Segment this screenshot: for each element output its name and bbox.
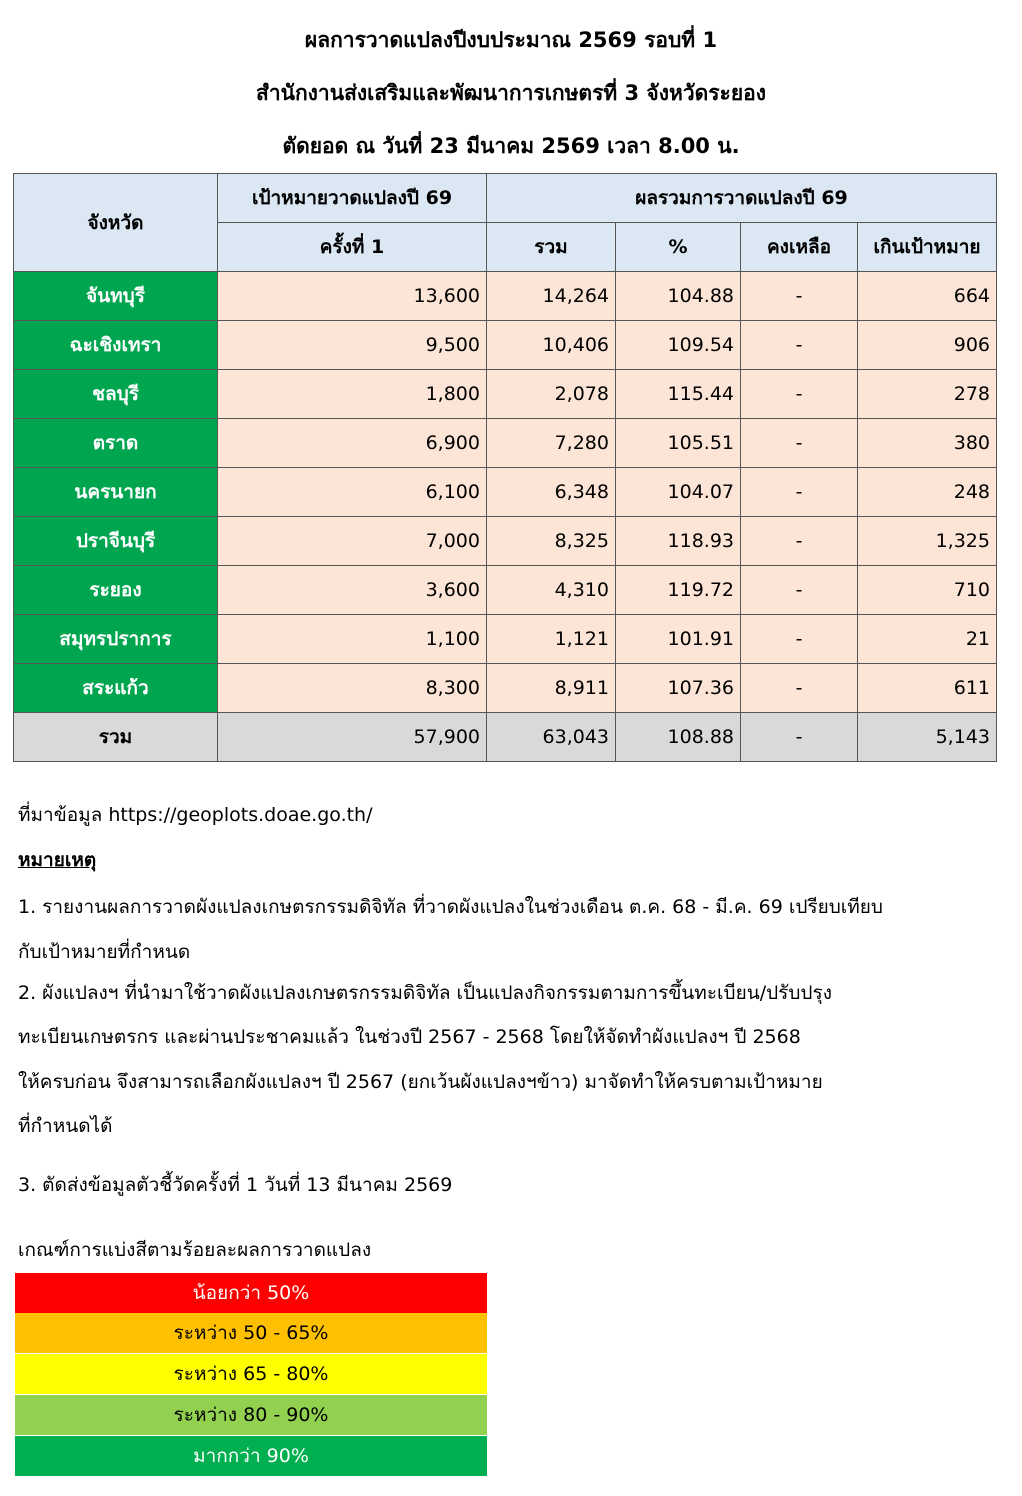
table-row [14,370,997,419]
percent-cell: 104.88 [616,272,741,321]
remaining-cell: - [741,517,858,566]
data-source: ที่มาข้อมูล https://geoplots.doae.go.th/ [18,804,373,826]
percent-cell: 109.54 [616,321,741,370]
header-result-group: ผลรวมการวาดแปลงปี 69 [487,174,997,223]
percent-cell: 119.72 [616,566,741,615]
note-2-line-2: ทะเบียนเกษตรกร และผ่านประชาคมแล้ว ในช่วงปี 2567 - 2568 โดยให้จัดทำผังแปลงฯ ปี 2568 [18,1026,801,1048]
over-cell: 380 [858,419,997,468]
remaining-cell: - [741,272,858,321]
target-cell: 1,800 [218,370,487,419]
report-title: ผลการวาดแปลงปีงบประมาณ 2569 รอบที่ 1 [304,28,718,52]
remaining-cell: - [741,370,858,419]
note-2-line-1: 2. ผังแปลงฯ ที่นำมาใช้วาดผังแปลงเกษตรกรรมดิจิทัล เป็นแปลงกิจกรรมตามการขึ้นทะเบียน/ปรับปรุง [18,982,832,1004]
total-cell: 7,280 [487,419,616,468]
office-subtitle: สำนักงานส่งเสริมและพัฒนาการเกษตรที่ 3 จังหวัดระยอง [256,81,766,105]
legend-band-80-90: ระหว่าง 80 - 90% [15,1395,487,1435]
remaining-cell: - [741,321,858,370]
table-row [14,468,997,517]
note-1-line-1: 1. รายงานผลการวาดผังแปลงเกษตรกรรมดิจิทัล ที่วาดผังแปลงในช่วงเดือน ต.ค. 68 - มี.ค. 69 เปรียบเทียบ [18,896,883,918]
total-cell: 10,406 [487,321,616,370]
results-table [13,173,997,762]
target-cell: 13,600 [218,272,487,321]
table-row [14,272,997,321]
legend-band-below-50: น้อยกว่า 50% [15,1273,487,1313]
table-row [14,517,997,566]
total-percent: 108.88 [616,713,741,762]
total-over: 5,143 [858,713,997,762]
province-cell: จันทบุรี [14,272,218,321]
total-cell: 6,348 [487,468,616,517]
percent-cell: 118.93 [616,517,741,566]
percent-cell: 104.07 [616,468,741,517]
legend-band-65-80: ระหว่าง 65 - 80% [15,1354,487,1394]
header-over-target: เกินเป้าหมาย [858,223,997,272]
remaining-cell: - [741,566,858,615]
note-2-line-3: ให้ครบก่อน จึงสามารถเลือกผังแปลงฯ ปี 2567 (ยกเว้นผังแปลงฯข้าว) มาจัดทำให้ครบตามเป้าหมาย [18,1071,823,1093]
remaining-cell: - [741,664,858,713]
header-target-group: เป้าหมายวาดแปลงปี 69 [218,174,487,223]
remaining-cell: - [741,615,858,664]
total-cell: 8,325 [487,517,616,566]
header-remaining: คงเหลือ [741,223,858,272]
over-cell: 1,325 [858,517,997,566]
note-1-line-2: กับเป้าหมายที่กำหนด [18,941,191,963]
percent-cell: 101.91 [616,615,741,664]
target-cell: 7,000 [218,517,487,566]
percent-cell: 105.51 [616,419,741,468]
total-target: 57,900 [218,713,487,762]
cutoff-date: ตัดยอด ณ วันที่ 23 มีนาคม 2569 เวลา 8.00 น. [282,134,740,158]
target-cell: 1,100 [218,615,487,664]
target-cell: 6,100 [218,468,487,517]
target-cell: 9,500 [218,321,487,370]
remaining-cell: - [741,419,858,468]
over-cell: 278 [858,370,997,419]
province-cell: สระแก้ว [14,664,218,713]
province-cell: สมุทรปราการ [14,615,218,664]
province-cell: ระยอง [14,566,218,615]
over-cell: 611 [858,664,997,713]
province-cell: นครนายก [14,468,218,517]
over-cell: 906 [858,321,997,370]
header-total: รวม [487,223,616,272]
total-cell: 14,264 [487,272,616,321]
province-cell: ฉะเชิงเทรา [14,321,218,370]
province-cell: ชลบุรี [14,370,218,419]
table-row [14,566,997,615]
percent-cell: 107.36 [616,664,741,713]
header-round: ครั้งที่ 1 [218,223,487,272]
table-row [14,419,997,468]
province-cell: ปราจีนบุรี [14,517,218,566]
total-label: รวม [14,713,218,762]
percent-cell: 115.44 [616,370,741,419]
total-cell: 4,310 [487,566,616,615]
total-cell: 8,911 [487,664,616,713]
over-cell: 710 [858,566,997,615]
target-cell: 8,300 [218,664,487,713]
over-cell: 248 [858,468,997,517]
over-cell: 664 [858,272,997,321]
remaining-cell: - [741,468,858,517]
note-3: 3. ตัดส่งข้อมูลตัวชี้วัดครั้งที่ 1 วันที่ 13 มีนาคม 2569 [18,1174,453,1196]
total-sum: 63,043 [487,713,616,762]
legend-title: เกณฑ์การแบ่งสีตามร้อยละผลการวาดแปลง [18,1239,372,1261]
table-row [14,321,997,370]
total-cell: 1,121 [487,615,616,664]
header-percent: % [616,223,741,272]
province-cell: ตราด [14,419,218,468]
header-province: จังหวัด [14,174,218,272]
table-row [14,664,997,713]
legend-band-50-65: ระหว่าง 50 - 65% [15,1313,487,1353]
legend-band-above-90: มากกว่า 90% [15,1436,487,1476]
total-cell: 2,078 [487,370,616,419]
target-cell: 6,900 [218,419,487,468]
over-cell: 21 [858,615,997,664]
target-cell: 3,600 [218,566,487,615]
total-row [14,713,997,762]
notes-heading: หมายเหตุ [18,849,97,871]
note-2-line-4: ที่กำหนดได้ [18,1115,113,1137]
table-row [14,615,997,664]
total-remaining: - [741,713,858,762]
